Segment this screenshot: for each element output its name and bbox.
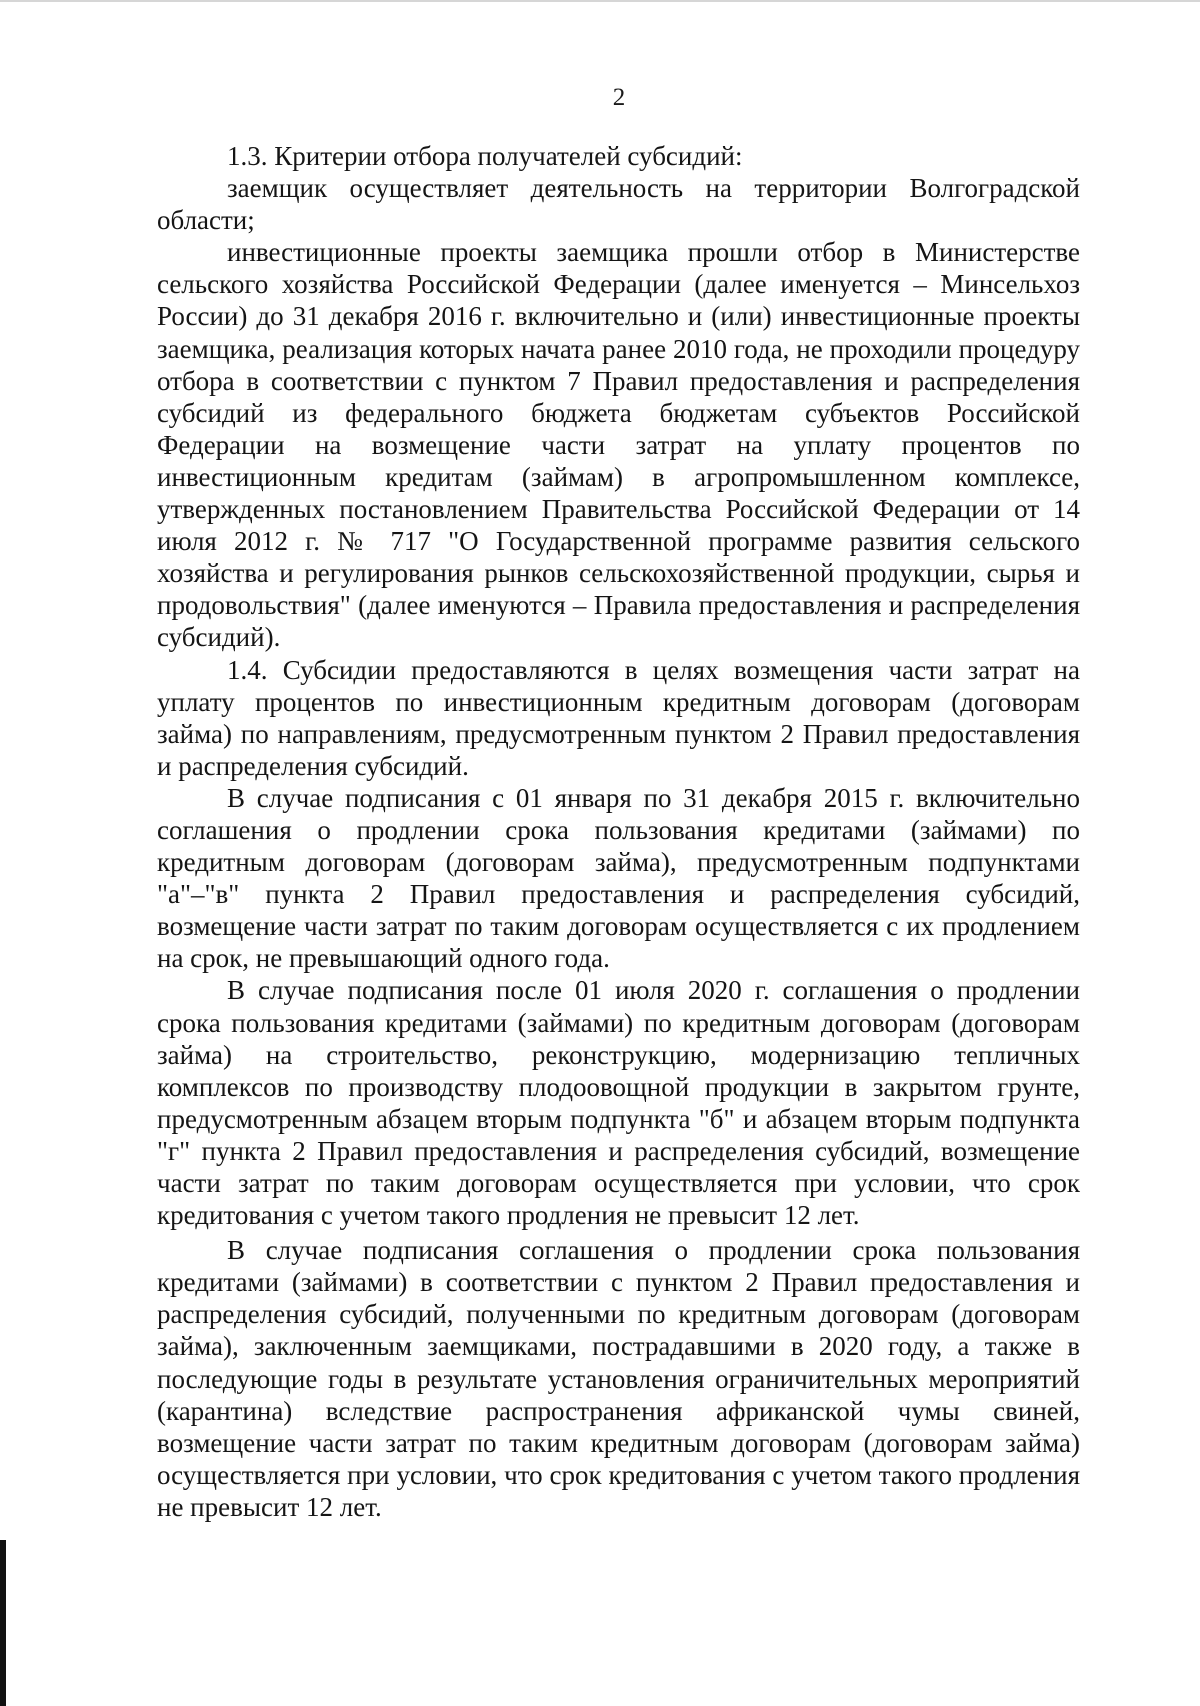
paragraph-extension-2020: В случае подписания после 01 июля 2020 г. соглашения о продлении срока пользования кредитами (займами) по кредитным договорам (договорам займа) на строительство, реконструкцию, модернизацию тепличных комплексов по производству плодоовощной продукции в закрытом грунте, предусмотренным абзацем вторым подпункта "б" и абзацем вторым подпункта "г" пункта 2 Правил предоставления и распределения субсидий, возмещение части затрат по таким договорам осуществляется при условии, что срок кредитования с учетом такого продления не превысит 12 лет. [157, 975, 1080, 1231]
paragraph-1-4: 1.4. Субсидии предоставляются в целях возмещения части затрат на уплату процентов по инвестиционным кредитным договорам (договорам займа) по направлениям, предусмотренным пунктом 2 Правил предоставления и распределения субсидий. [157, 654, 1080, 781]
document-body [157, 140, 1080, 1523]
paragraph-criterion-territory: заемщик осуществляет деятельность на территории Волгоградской области; [157, 173, 1080, 236]
paragraph-extension-swine-fever: В случае подписания соглашения о продлении срока пользования кредитами (займами) в соответствии с пунктом 2 Правил предоставления и распределения субсидий, полученными по кредитным договорам (договорам займа), заключенным заемщиками, пострадавшими в 2020 году, а также в последующие годы в результате установления ограничительных мероприятий (карантина) вследствие распространения африканской чумы свиней, возмещение части затрат по таким кредитным договорам (договорам займа) осуществляется при условии, что срок кредитования с учетом такого продления не превысит 12 лет. [157, 1235, 1080, 1522]
paragraph-extension-2015: В случае подписания с 01 января по 31 декабря 2015 г. включительно соглашения о продлении срока пользования кредитами (займами) по кредитным договорам (договорам займа), предусмотренным подпунктами "а"–"в" пункта 2 Правил предоставления и распределения субсидий, возмещение части затрат по таким договорам осуществляется с их продлением на срок, не превышающий одного года. [157, 782, 1080, 974]
paragraph-1-3-heading: 1.3. Критерии отбора получателей субсидий: [227, 141, 743, 171]
paragraph-criterion-projects: инвестиционные проекты заемщика прошли отбор в Министерстве сельского хозяйства Российской Федерации (далее именуется – Минсельхоз России) до 31 декабря 2016 г. включительно и (или) инвестиционные проекты заемщика, реализация которых начата ранее 2010 года, не проходили процедуру отбора в соответствии с пунктом 7 Правил предоставления и распределения субсидий из федерального бюджета бюджетам субъектов Российской Федерации на возмещение части затрат на уплату процентов по инвестиционным кредитам (займам) в агропромышленном комплексе, утвержденных постановлением Правительства Российской Федерации от 14 июля 2012 г. № 717 "О Государственной программе развития сельского хозяйства и регулирования рынков сельскохозяйственной продукции, сырья и продовольствия" (далее именуются – Правила предоставления и распределения субсидий). [157, 237, 1080, 653]
scan-top-edge [0, 0, 1200, 2]
page-number: 2 [612, 84, 626, 111]
scan-left-edge-mark [0, 1540, 6, 1706]
